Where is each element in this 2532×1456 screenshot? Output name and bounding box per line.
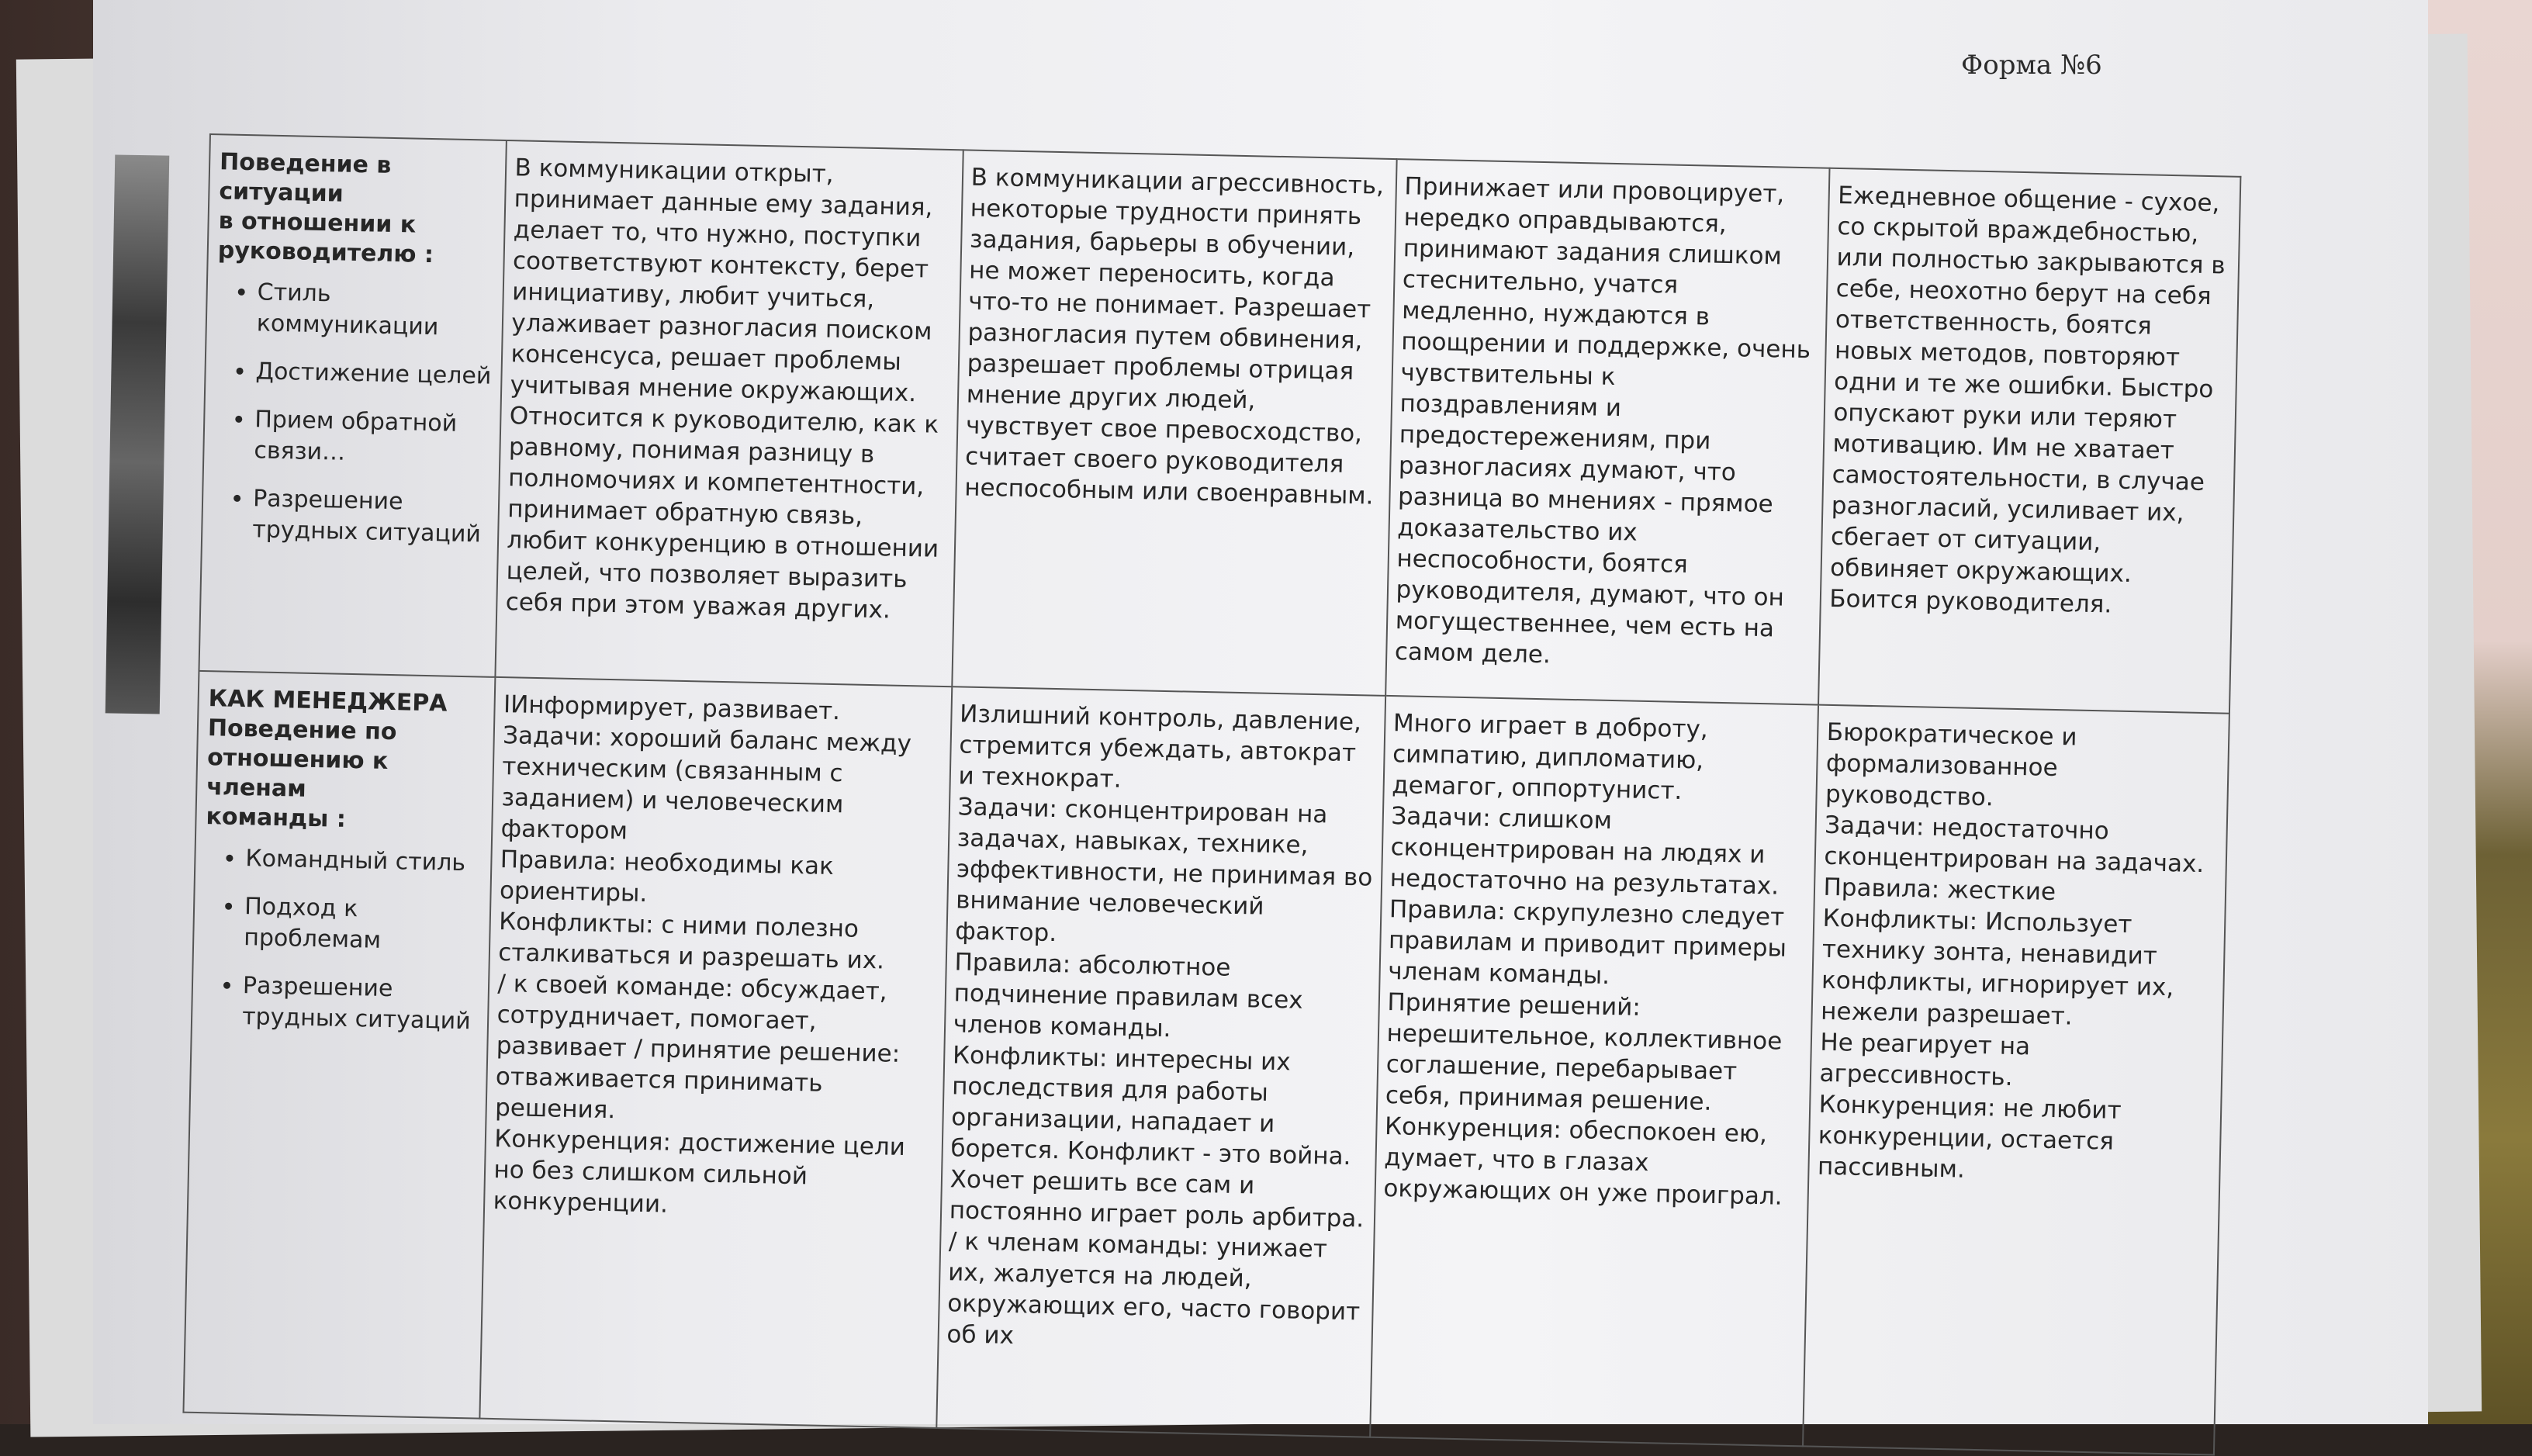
- list-item: • Стиль коммуникации: [256, 277, 493, 344]
- table-cell: В коммуникации агрессивность, некоторые трудности принять задания, барьеры в обучении, не может переносить, когда что-то не понимает. Разрешает разногласия путем обвинения, разрешает проблемы отрицая мнение других людей, чувствует свое превосходство, считает своего руководителя неспособным или своенравным.: [952, 150, 1396, 696]
- list-item: • Достижение целей: [255, 356, 492, 392]
- list-item: • Прием обратной связи…: [254, 404, 491, 471]
- table-cell: Ежедневное общение - сухое, со скрытой враждебностью, или полностью закрываются в себе, неохотно берут на себя ответственность, боятся новых методов, повторяют одни и те же ошибки. Быстро опускают руки или теряют мотивацию. Им не хватает самостоятельности, в случае разногласий, усиливает их, сбегает от ситуации, обвиняет окружающих. Боится руководителя.: [1819, 168, 2241, 714]
- criteria-list: [212, 276, 494, 550]
- row-header-title: Поведение в ситуации в отношении к руководителю :: [217, 148, 434, 269]
- row-header-title: КАК МЕНЕДЖЕРА Поведение по отношению к членам команды :: [206, 685, 448, 834]
- row-header-cell: [183, 671, 495, 1419]
- row-header-cell: [199, 134, 507, 677]
- table-cell: Принижает или провоцирует, нередко оправдываются, принимают задания слишком стеснительно, учатся медленно, нуждаются в поощрении и поддержке, очень чувствительны к поздравлениям и предостережениям, при разногласиях думают, что разница во мнениях - прямое доказательство их неспособности, боятся руководителя, думают, что он могущественнее, чем есть на самом деле.: [1385, 159, 1830, 705]
- behavior-table: [182, 133, 2241, 1456]
- table-cell: Много играет в доброту, симпатию, дипломатию, демагог, оппортунист. Задачи: слишком сконцентрирован на людях и недостаточно на результатах. Правила: скрупулезно следует правилам и приводит примеры членам команды. Принятие решений: нерешительное, коллективное соглашение, перебарывает себя, принимая решение. Конкуренция: обеспокоен ею, думает, что в глазах окружающих он уже проиграл.: [1370, 696, 1819, 1446]
- table-row: [199, 134, 2240, 714]
- photo-strip-image: [106, 154, 170, 714]
- table-row: [183, 671, 2229, 1454]
- criteria-list: [202, 842, 482, 1037]
- list-item: • Разрешение трудных ситуаций: [242, 970, 479, 1037]
- list-item: • Командный стиль: [245, 843, 482, 879]
- table-cell: В коммуникации открыт, принимает данные ему задания, делает то, что нужно, поступки соответствуют контексту, берет инициативу, любит учиться, улаживает разногласия поиском консенсуса, решает проблемы учитывая мнение окружающих. Относится к руководителю, как к равному, понимая разницу в полномочиях и компетентности, принимает обратную связь, любит конкуренцию в отношении целей, что позволяет выразить себя при этом уважая других.: [496, 140, 963, 686]
- list-item: • Разрешение трудных ситуаций: [252, 483, 489, 550]
- table-cell: Излишний контроль, давление, стремится убеждать, автократ и технократ. Задачи: сконцентрирован на задачах, навыках, технике, эффективности, не принимая во внимание человеческий фактор. Правила: абсолютное подчинение правилам всех членов команды. Конфликты: интересны их последствия для работы организации, нападает и борется. Конфликт - это война. Хочет решить все сам и постоянно играет роль арбитра. / к членам команды: унижает их, жалуется на людей, окружающих его, часто говорит об их: [936, 686, 1385, 1437]
- table-cell: Бюрократическое и формализованное руководство. Задачи: недостаточно сконцентрирован на задачах. Правила: жесткие Конфликты: Использует технику зонта, ненавидит конфликты, игнорирует их, нежели разрешает. Не реагирует на агрессивность. Конкуренция: не любит конкуренции, остается пассивным.: [1803, 705, 2229, 1455]
- table-cell: IИнформирует, развивает. Задачи: хороший баланс между техническим (связанным с заданием) и человеческим фактором Правила: необходимы как ориентиры. Конфликты: с ними полезно сталкиваться и разрешать их. / к своей команде: обсуждает, сотрудничает, помогает, развивает / принятие решение: отваживается принимать решения. Конкуренция: достижение цели но без слишком сильной конкуренции.: [480, 677, 952, 1428]
- list-item: • Подход к проблемам: [244, 891, 481, 958]
- form-number: Форма №6: [1961, 50, 2102, 81]
